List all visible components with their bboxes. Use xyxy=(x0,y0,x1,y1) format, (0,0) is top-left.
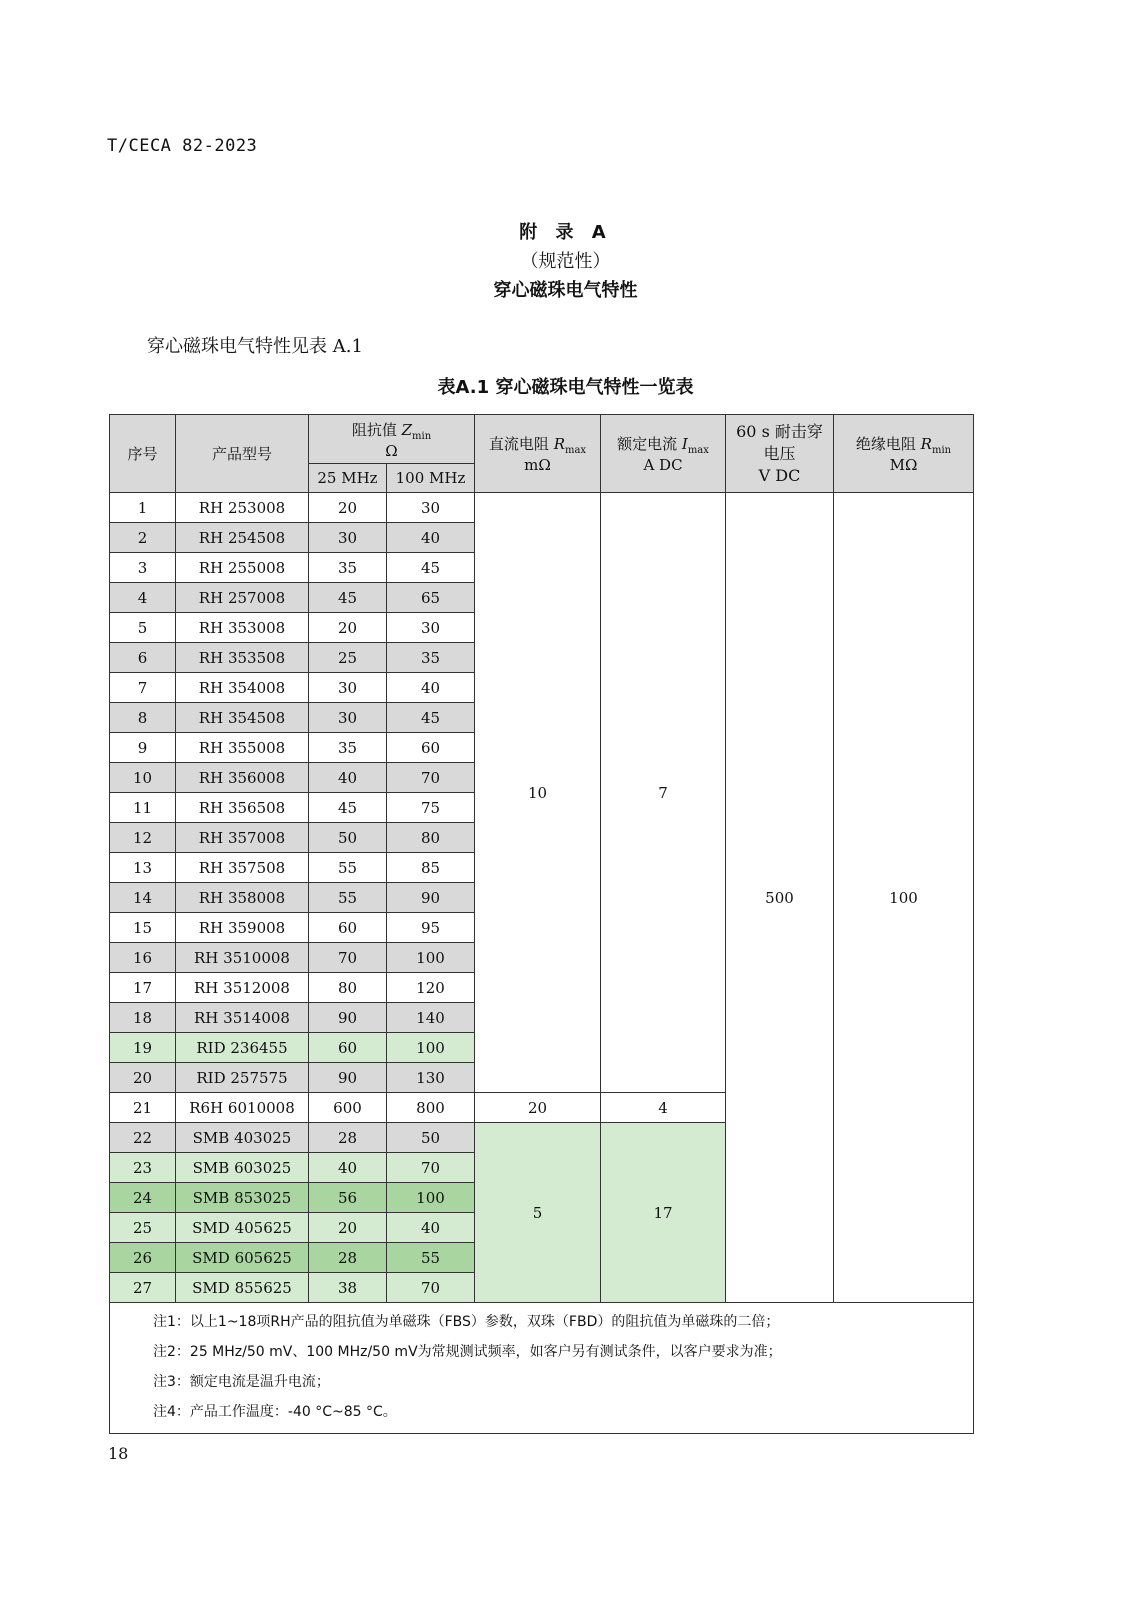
cell-z25: 60 xyxy=(309,1033,387,1063)
table-caption: 表A.1 穿心磁珠电气特性一览表 xyxy=(437,377,694,398)
standard-id: T/CECA 82-2023 xyxy=(107,136,258,156)
header-insulation-symbol: R xyxy=(920,435,932,453)
note-item: 注4：产品工作温度：-40 °C~85 °C。 xyxy=(153,1404,397,1420)
header-current-symbol: I xyxy=(681,435,688,453)
cell-no: 6 xyxy=(110,643,176,673)
cell-z100: 100 xyxy=(387,1033,475,1063)
cell-current-group1: 7 xyxy=(601,493,726,1093)
table-row xyxy=(110,493,974,523)
cell-model: RH 357008 xyxy=(176,823,309,853)
header-dcr-symbol: R xyxy=(553,435,565,453)
header-insulation-unit: MΩ xyxy=(889,456,918,474)
cell-no: 13 xyxy=(110,853,176,883)
cell-model: RH 354508 xyxy=(176,703,309,733)
cell-z25: 20 xyxy=(309,613,387,643)
intro-paragraph: 穿心磁珠电气特性见表 A.1 xyxy=(147,336,363,357)
cell-no: 4 xyxy=(110,583,176,613)
header-freq-100: 100 MHz xyxy=(387,464,475,493)
cell-z25: 80 xyxy=(309,973,387,1003)
header-insulation-label: 绝缘电阻 xyxy=(855,435,921,453)
cell-z25: 38 xyxy=(309,1273,387,1303)
cell-z25: 55 xyxy=(309,853,387,883)
cell-model: RH 356508 xyxy=(176,793,309,823)
cell-model: SMD 855625 xyxy=(176,1273,309,1303)
cell-z100: 45 xyxy=(387,553,475,583)
cell-no: 27 xyxy=(110,1273,176,1303)
cell-z100: 140 xyxy=(387,1003,475,1033)
cell-no: 14 xyxy=(110,883,176,913)
header-current-sub: max xyxy=(687,445,709,456)
cell-no: 26 xyxy=(110,1243,176,1273)
cell-dcr-group3: 5 xyxy=(475,1123,601,1303)
cell-z100: 45 xyxy=(387,703,475,733)
cell-z100: 70 xyxy=(387,1153,475,1183)
cell-model: SMD 605625 xyxy=(176,1243,309,1273)
cell-model: RH 3512008 xyxy=(176,973,309,1003)
cell-z25: 35 xyxy=(309,553,387,583)
cell-z100: 90 xyxy=(387,883,475,913)
cell-z100: 40 xyxy=(387,1213,475,1243)
header-withstand-unit: V DC xyxy=(758,465,801,485)
cell-z25: 28 xyxy=(309,1243,387,1273)
cell-model: SMB 853025 xyxy=(176,1183,309,1213)
cell-no: 12 xyxy=(110,823,176,853)
note-item: 注1：以上1~18项RH产品的阻抗值为单磁珠（FBS）参数，双珠（FBD）的阻抗值为单磁珠的二倍； xyxy=(153,1314,780,1330)
header-current xyxy=(601,415,726,493)
notes-cell xyxy=(110,1303,974,1434)
header-current-label: 额定电流 xyxy=(617,435,682,453)
cell-z25: 35 xyxy=(309,733,387,763)
cell-no: 25 xyxy=(110,1213,176,1243)
cell-model: RH 356008 xyxy=(176,763,309,793)
cell-z100: 50 xyxy=(387,1123,475,1153)
cell-z25: 20 xyxy=(309,1213,387,1243)
cell-z25: 45 xyxy=(309,583,387,613)
cell-no: 7 xyxy=(110,673,176,703)
cell-dcr-group1: 10 xyxy=(475,493,601,1093)
cell-z100: 40 xyxy=(387,523,475,553)
cell-z100: 130 xyxy=(387,1063,475,1093)
appendix-nature: （规范性） xyxy=(520,251,611,272)
header-no: 序号 xyxy=(110,415,176,493)
cell-z25: 60 xyxy=(309,913,387,943)
header-withstand-line1: 60 s 耐击穿 xyxy=(736,421,823,441)
header-dcr-label: 直流电阻 xyxy=(488,435,554,453)
cell-model: RH 253008 xyxy=(176,493,309,523)
note-item: 注2：25 MHz/50 mV、100 MHz/50 mV为常规测试频率，如客户另有测试条件，以客户要求为准； xyxy=(153,1344,782,1360)
cell-no: 8 xyxy=(110,703,176,733)
cell-no: 21 xyxy=(110,1093,176,1123)
cell-z25: 40 xyxy=(309,1153,387,1183)
cell-model: SMB 603025 xyxy=(176,1153,309,1183)
header-current-unit: A DC xyxy=(643,456,683,474)
cell-no: 1 xyxy=(110,493,176,523)
cell-z25: 90 xyxy=(309,1003,387,1033)
header-dcr xyxy=(475,415,601,493)
cell-z100: 35 xyxy=(387,643,475,673)
cell-no: 22 xyxy=(110,1123,176,1153)
cell-z25: 90 xyxy=(309,1063,387,1093)
cell-z100: 100 xyxy=(387,943,475,973)
cell-z25: 30 xyxy=(309,673,387,703)
cell-z100: 800 xyxy=(387,1093,475,1123)
cell-z25: 56 xyxy=(309,1183,387,1213)
cell-model: SMB 403025 xyxy=(176,1123,309,1153)
cell-model: RH 355008 xyxy=(176,733,309,763)
appendix-subject: 穿心磁珠电气特性 xyxy=(493,280,638,301)
cell-z100: 65 xyxy=(387,583,475,613)
cell-model: SMD 405625 xyxy=(176,1213,309,1243)
cell-model: RH 353008 xyxy=(176,613,309,643)
cell-z100: 95 xyxy=(387,913,475,943)
header-freq-25: 25 MHz xyxy=(309,464,387,493)
cell-model: RID 257575 xyxy=(176,1063,309,1093)
cell-model: RH 3514008 xyxy=(176,1003,309,1033)
cell-dcr-group2: 20 xyxy=(475,1093,601,1123)
cell-z100: 55 xyxy=(387,1243,475,1273)
cell-z25: 30 xyxy=(309,703,387,733)
cell-z100: 40 xyxy=(387,673,475,703)
cell-model: RH 254508 xyxy=(176,523,309,553)
cell-no: 20 xyxy=(110,1063,176,1093)
cell-no: 17 xyxy=(110,973,176,1003)
header-insulation-sub: min xyxy=(931,445,952,456)
cell-z100: 120 xyxy=(387,973,475,1003)
cell-model: RH 359008 xyxy=(176,913,309,943)
cell-z100: 70 xyxy=(387,763,475,793)
cell-z25: 20 xyxy=(309,493,387,523)
cell-z25: 70 xyxy=(309,943,387,973)
cell-z100: 60 xyxy=(387,733,475,763)
cell-no: 16 xyxy=(110,943,176,973)
cell-no: 24 xyxy=(110,1183,176,1213)
header-withstand xyxy=(726,415,834,493)
header-model: 产品型号 xyxy=(176,415,309,493)
cell-model: RH 353508 xyxy=(176,643,309,673)
notes-row xyxy=(110,1303,974,1434)
note-item: 注3：额定电流是温升电流； xyxy=(153,1374,330,1390)
header-dcr-unit: mΩ xyxy=(524,456,551,474)
cell-z100: 80 xyxy=(387,823,475,853)
cell-z100: 30 xyxy=(387,613,475,643)
header-impedance-unit: Ω xyxy=(385,441,398,460)
cell-z25: 28 xyxy=(309,1123,387,1153)
cell-current-group3: 17 xyxy=(601,1123,726,1303)
cell-no: 23 xyxy=(110,1153,176,1183)
cell-current-group2: 4 xyxy=(601,1093,726,1123)
cell-z100: 75 xyxy=(387,793,475,823)
cell-z25: 50 xyxy=(309,823,387,853)
page-number: 18 xyxy=(108,1444,129,1463)
cell-z100: 100 xyxy=(387,1183,475,1213)
cell-model: RH 3510008 xyxy=(176,943,309,973)
header-impedance-label: 阻抗值 xyxy=(351,420,402,439)
cell-no: 5 xyxy=(110,613,176,643)
cell-z100: 30 xyxy=(387,493,475,523)
cell-insulation: 100 xyxy=(834,493,974,1303)
cell-no: 19 xyxy=(110,1033,176,1063)
cell-model: RH 358008 xyxy=(176,883,309,913)
appendix-title: 附 录 A xyxy=(519,222,612,243)
cell-model: RH 354008 xyxy=(176,673,309,703)
cell-model: RID 236455 xyxy=(176,1033,309,1063)
header-impedance xyxy=(309,415,475,464)
cell-z25: 55 xyxy=(309,883,387,913)
cell-no: 10 xyxy=(110,763,176,793)
cell-no: 2 xyxy=(110,523,176,553)
header-impedance-symbol: Z xyxy=(401,420,413,439)
cell-z25: 600 xyxy=(309,1093,387,1123)
cell-no: 3 xyxy=(110,553,176,583)
cell-z25: 30 xyxy=(309,523,387,553)
header-withstand-line2: 电压 xyxy=(763,443,796,463)
cell-no: 9 xyxy=(110,733,176,763)
cell-model: RH 257008 xyxy=(176,583,309,613)
cell-z25: 25 xyxy=(309,643,387,673)
cell-no: 18 xyxy=(110,1003,176,1033)
cell-no: 15 xyxy=(110,913,176,943)
cell-model: R6H 6010008 xyxy=(176,1093,309,1123)
cell-model: RH 255008 xyxy=(176,553,309,583)
cell-z25: 40 xyxy=(309,763,387,793)
cell-model: RH 357508 xyxy=(176,853,309,883)
cell-z100: 85 xyxy=(387,853,475,883)
cell-no: 11 xyxy=(110,793,176,823)
cell-z25: 45 xyxy=(309,793,387,823)
cell-z100: 70 xyxy=(387,1273,475,1303)
cell-withstand: 500 xyxy=(726,493,834,1303)
header-dcr-sub: max xyxy=(564,445,587,456)
header-insulation xyxy=(834,415,974,493)
header-impedance-sub: min xyxy=(412,430,432,442)
characteristics-table xyxy=(109,414,974,1434)
